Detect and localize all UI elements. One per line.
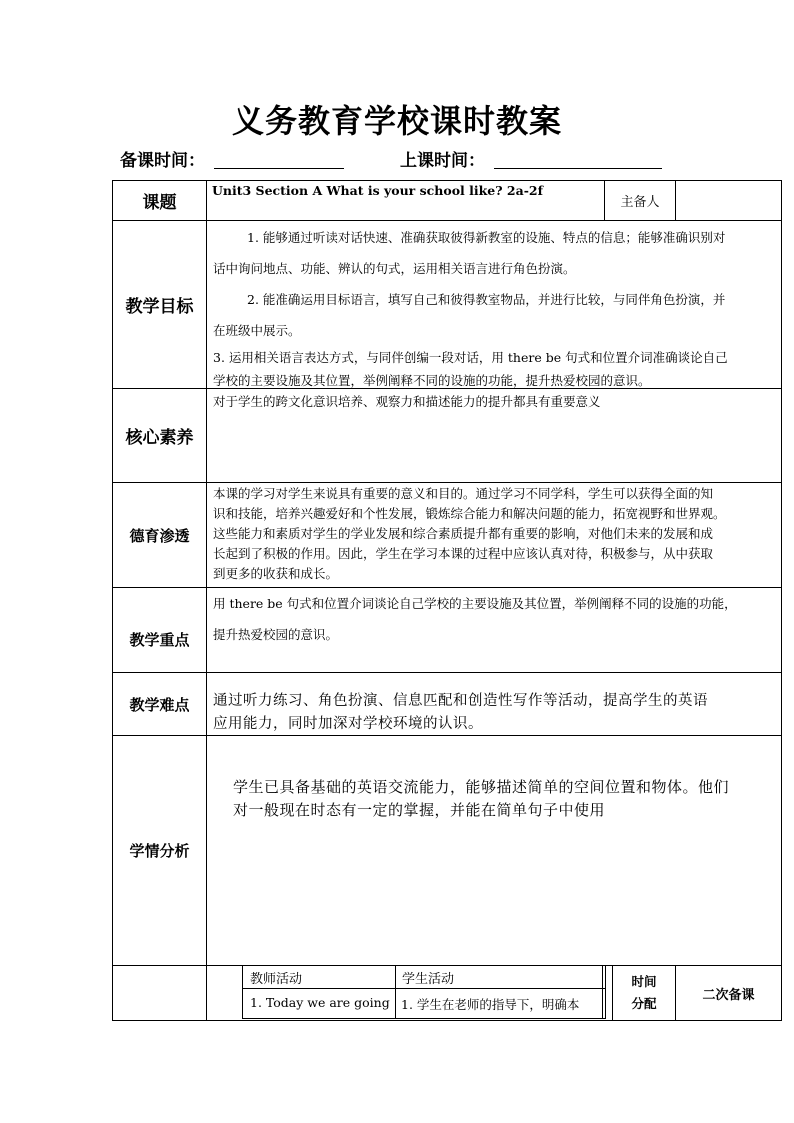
moral-content: [207, 484, 781, 584]
teacher-activity-label: 教师活动: [250, 972, 303, 987]
difficult-line: 应用能力，同时加深对学校环境的认识。: [213, 716, 483, 732]
student-activity-text: 1. 学生在老师的指导下，明确本: [401, 997, 580, 1012]
teacher-activity-text: 1. Today we are going: [250, 995, 390, 1010]
objective-line: 话中询问地点、功能、辨认的句式，运用相关语言进行角色扮演。: [213, 261, 576, 276]
prep-time-label: 备课时间：: [120, 151, 205, 171]
core-content: 对于学生的跨文化意识培养、观察力和描述能力的提升都具有重要意义: [213, 394, 601, 409]
moral-line: 长起到了积极的作用。因此，学生在学习本课的过程中应该认真对待，积极参与，从中获取: [213, 546, 714, 561]
moral-label: 德育渗透: [129, 526, 190, 545]
key-line: 提升热爱校园的意识。: [213, 627, 339, 642]
analysis-line: 对一般现在时态有一定的掌握，并能在简单句子中使用: [233, 801, 606, 819]
class-time-label: 上课时间：: [400, 151, 485, 171]
objectives-label: 教学目标: [125, 297, 194, 317]
objective-line: 1. 能够通过听读对话快速、准确获取彼得新教室的设施、特点的信息；能够准确识别对: [247, 230, 726, 245]
topic-label: 课题: [142, 193, 177, 213]
difficult-content: [207, 690, 781, 736]
analysis-line: 学生已具备基础的英语交流能力，能够描述简单的空间位置和物体。他们: [233, 778, 730, 796]
analysis-label: 学情分析: [129, 842, 190, 860]
objective-line: 在班级中展示。: [213, 323, 301, 338]
objective-line: 学校的主要设施及其位置，举例阐释不同的设施的功能，提升热爱校园的意识。: [213, 373, 651, 388]
moral-line: 识和技能，培养兴趣爱好和个性发展，锻炼综合能力和解决问题的能力，拓宽视野和世界观。: [213, 506, 726, 521]
key-label: 教学重点: [129, 630, 190, 649]
time-label-line: 时间: [631, 974, 657, 989]
time-label-line: 分配: [631, 996, 657, 1011]
moral-line: 本课的学习对学生来说具有重要的意义和目的。通过学习不同学科，学生可以获得全面的知: [213, 486, 714, 501]
objectives-content: [207, 226, 781, 392]
core-label: 核心素养: [125, 428, 194, 448]
objective-line: 2. 能准确运用目标语言，填写自己和彼得教室物品，并进行比较，与同伴角色扮演，并: [247, 292, 726, 307]
page-title: 义务教育学校课时教案: [231, 102, 562, 140]
preparer-label: 主备人: [620, 195, 660, 210]
difficult-line: 通过听力练习、角色扮演、信息匹配和创造性写作等活动，提高学生的英语: [213, 693, 708, 709]
difficult-label: 教学难点: [129, 695, 190, 714]
objective-line: 3. 运用相关语言表达方式，与同伴创编一段对话，用 there be 句式和位置介词准确谈论自己: [213, 350, 728, 365]
student-activity-label: 学生活动: [402, 972, 455, 987]
key-content: [207, 592, 781, 646]
topic-content: Unit3 Section A What is your school like? 2a-2f: [212, 183, 543, 198]
moral-line: 到更多的收获和成长。: [213, 566, 339, 581]
preparer-value[interactable]: [676, 181, 781, 220]
analysis-content: [207, 776, 781, 822]
second-prep-label: 二次备课: [702, 987, 755, 1003]
time-allocation-label: [613, 971, 675, 1015]
key-line: 用 there be 句式和位置介词谈论自己学校的主要设施及其位置，举例阐释不同的设施的功能，: [213, 596, 737, 611]
moral-line: 这些能力和素质对学生的学业发展和综合素质提升都有重要的影响，对他们未来的发展和成: [213, 526, 714, 541]
